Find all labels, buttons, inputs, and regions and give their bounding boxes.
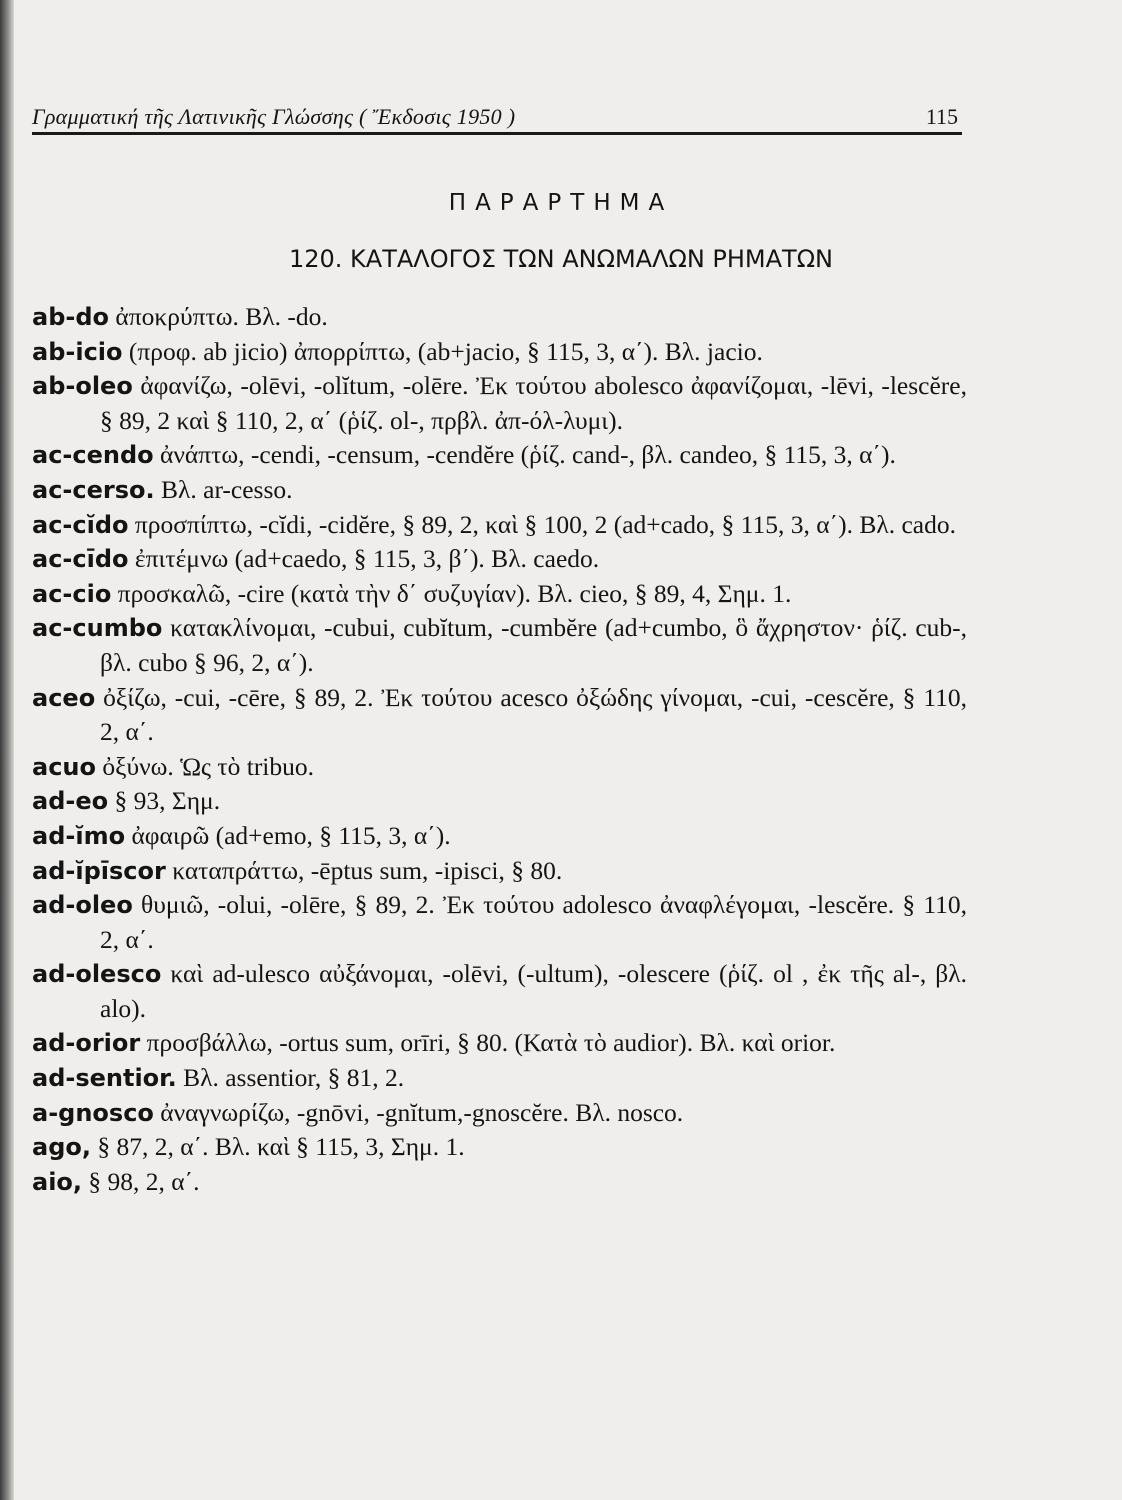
verb-entry — [32, 854, 967, 889]
verb-entry — [32, 819, 967, 854]
entry-headword: ac-cio — [32, 579, 112, 608]
entry-headword: ac-cīdo — [32, 545, 129, 574]
entry-headword: ac-cĭdo — [32, 510, 129, 539]
entry-text: προσβάλλω, -ortus sum, orīri, § 80. (Κατὰ τὸ audior). Βλ. καὶ orior. — [146, 1028, 836, 1058]
entry-text: § 93, Σημ. — [114, 786, 221, 816]
entry-text: ἐπιτέμνω (ad+caedo, § 115, 3, β΄). Βλ. caedo. — [134, 544, 600, 574]
verb-entry — [32, 1130, 967, 1165]
entry-headword: ago, — [32, 1133, 91, 1162]
verb-entry — [32, 542, 967, 577]
entry-headword: ad-sentior. — [32, 1064, 177, 1093]
entry-text: ὀξίζω, -cui, -cēre, § 89, 2. Ἐκ τούτου acesco ὀξώδης γίνομαι, -cui, -cescĕre, § 110, 2, α΄. — [100, 682, 967, 747]
entry-headword: a-gnosco — [32, 1098, 154, 1127]
entry-headword: ad-oleo — [32, 891, 133, 920]
entry-text: ἀναγνωρίζω, -gnōvi, -gnĭtum,-gnoscĕre. Βλ. nosco. — [160, 1097, 684, 1127]
entry-headword: ac-cerso. — [32, 475, 155, 504]
running-header — [32, 100, 962, 135]
entry-text: θυμιῶ, -olui, -olēre, § 89, 2. Ἐκ τούτου adolesco ἀναφλέγομαι, -lescĕre. § 110, 2, α΄. — [100, 890, 967, 954]
entry-text: προσκαλῶ, -cire (κατὰ τὴν δ΄ συζυγίαν). Βλ. cieo, § 89, 4, Σημ. 1. — [117, 578, 792, 608]
entry-text: Βλ. ar-cesso. — [161, 474, 293, 504]
entry-headword: ab-icio — [32, 337, 123, 366]
entry-text: προσπίπτω, -cĭdi, -cidĕre, § 89, 2, καὶ § 100, 2 (ad+cado, § 115, 3, α΄). Βλ. cado. — [134, 509, 956, 539]
verb-entry — [32, 300, 967, 335]
entry-text: ἀνάπτω, -cendi, -censum, -cendĕre (ῥίζ. cand-, βλ. candeo, § 115, 3, α΄). — [160, 440, 896, 470]
verb-entry — [32, 473, 967, 508]
verb-entry — [32, 611, 967, 680]
entry-text: ἀφανίζω, -olēvi, -olĭtum, -olēre. Ἐκ τούτου abolesco ἀφανίζομαι, -lēvi, -lescĕre, § 89, 2 καὶ § 110, 2, α΄ (ῥίζ. ol-, πρβλ. ἀπ-όλ-λυμι). — [100, 371, 967, 435]
verb-entry — [32, 1061, 967, 1096]
entry-text: (προφ. ab jicio) ἀπορρίπτω, (ab+jacio, § 115, 3, α΄). Βλ. jacio. — [128, 336, 763, 366]
entry-text: § 98, 2, α΄. — [88, 1166, 200, 1196]
entry-headword: ad-eo — [32, 787, 109, 816]
verb-entry — [32, 1165, 967, 1200]
entry-text: ἀφαιρῶ (ad+emo, § 115, 3, α΄). — [131, 820, 451, 850]
entry-text: ἀποκρύπτω. Βλ. -do. — [115, 302, 328, 331]
book-binding-shadow — [0, 0, 14, 1500]
running-title: Γραμματική τῆς Λατινικῆς Γλώσσης ( Ἔκδοσις 1950 ) — [32, 104, 516, 129]
entry-headword: ad-ĭmo — [32, 821, 126, 850]
entry-headword: ad-orior — [32, 1029, 141, 1058]
verb-entry — [32, 1026, 967, 1061]
verb-entry — [32, 335, 967, 370]
verb-entry — [32, 438, 967, 473]
entry-headword: acuo — [32, 752, 96, 781]
entry-text: ὀξύνω. Ὡς τὸ tribuo. — [102, 751, 315, 781]
verb-entry — [32, 369, 967, 438]
verb-entry — [32, 681, 967, 750]
entry-text: § 87, 2, α΄. Βλ. καὶ § 115, 3, Σημ. 1. — [97, 1132, 465, 1162]
entry-headword: ab-oleo — [32, 372, 133, 401]
page-number: 115 — [925, 104, 958, 129]
entry-headword: aio, — [32, 1167, 83, 1196]
verb-entry-list — [32, 300, 967, 1199]
entry-text: Βλ. assentior, § 81, 2. — [183, 1063, 405, 1093]
entry-headword: ad-ĭpīscor — [32, 856, 166, 885]
entry-headword: ab-do — [32, 303, 110, 331]
entry-text: καὶ ad-ulesco αὐξάνομαι, -olēvi, (-ultum), -olescere (ῥίζ. ol , ἐκ τῆς al-, βλ. alo). — [100, 959, 968, 1023]
verb-entry — [32, 888, 967, 957]
catalog-title: 120. ΚΑΤΑΛΟΓΟΣ ΤΩΝ ΑΝΩΜΑΛΩΝ ΡΗΜΑΤΩΝ — [288, 245, 834, 273]
entry-text: καταπράττω, -ēptus sum, -ipisci, § 80. — [172, 855, 563, 885]
entry-headword: ac-cendo — [32, 441, 154, 470]
appendix-title: ΠΑΡΑΡΤΗΜΑ — [448, 190, 674, 216]
entry-headword: ac-cumbo — [32, 614, 163, 643]
verb-entry — [32, 1096, 967, 1131]
verb-entry — [32, 508, 967, 543]
verb-entry — [32, 784, 967, 819]
entry-headword: aceo — [32, 683, 96, 712]
verb-entry — [32, 750, 967, 785]
entry-text: κατακλίνομαι, -cubui, cubĭtum, -cumbĕre (ad+cumbo, ὃ ἄχρηστον· ῥίζ. cub-, βλ. cubo § 96, 2, α΄). — [100, 613, 968, 677]
verb-entry — [32, 577, 967, 612]
verb-entry — [32, 957, 967, 1026]
entry-headword: ad-olesco — [32, 960, 162, 989]
